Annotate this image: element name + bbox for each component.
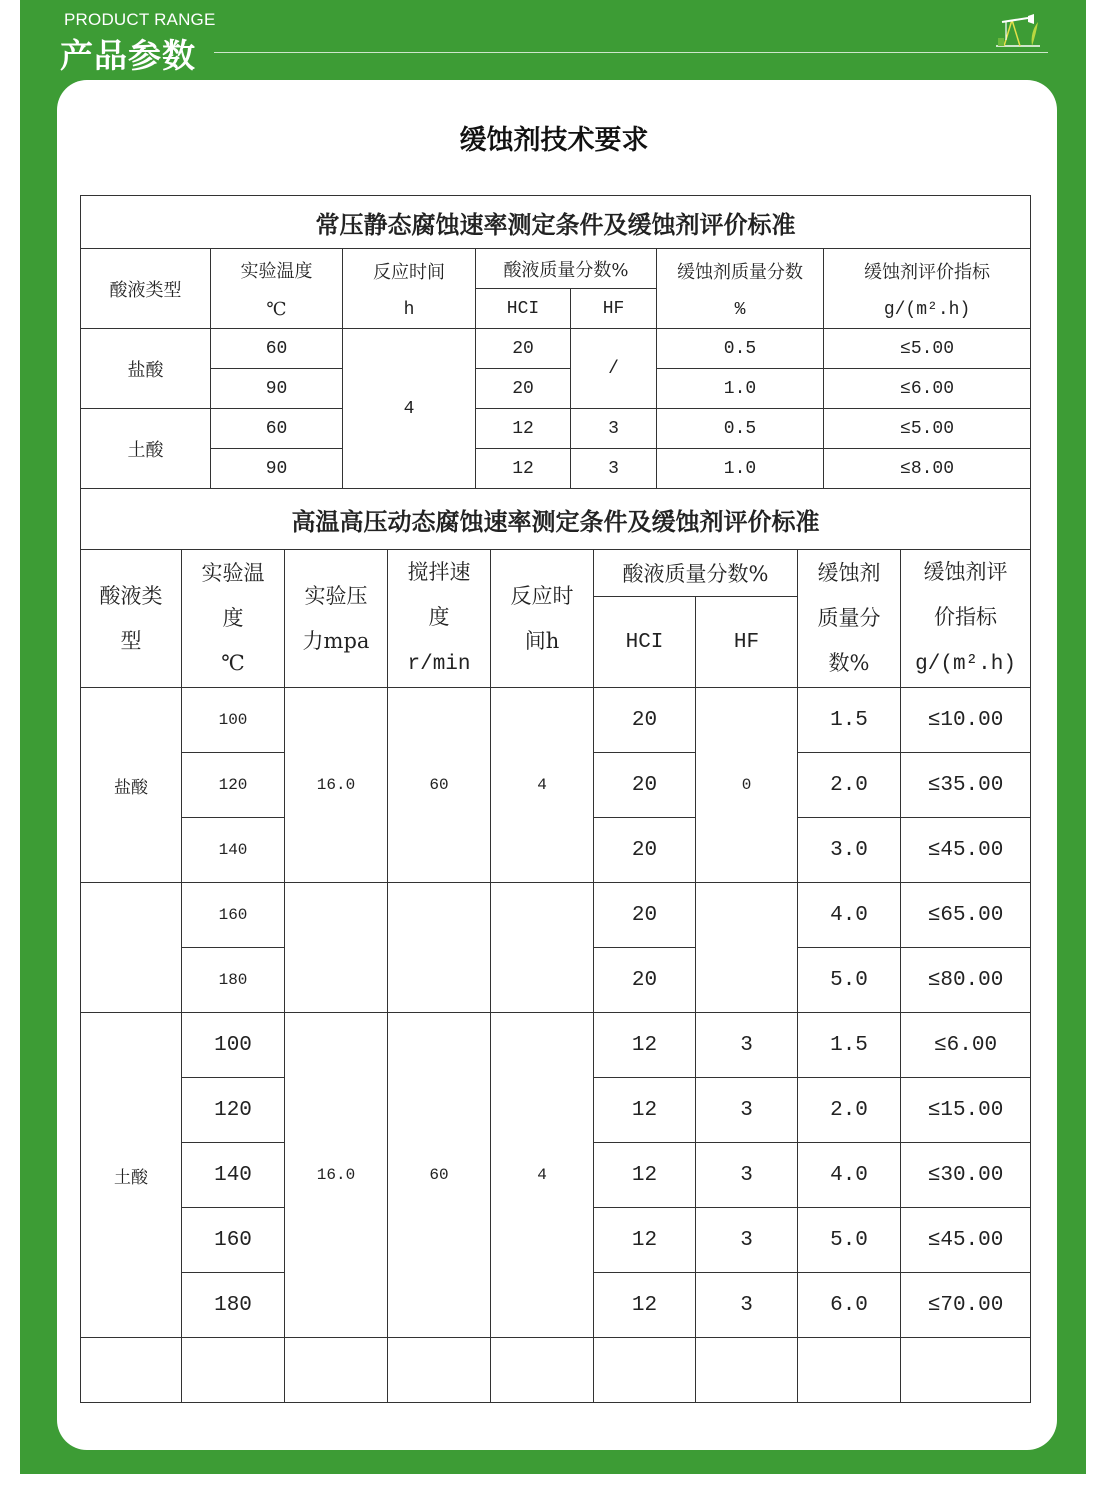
evaluation-cell: ≤5.00 [824,329,1031,369]
evaluation-cell: ≤6.00 [824,369,1031,409]
inhibitor-cell: 1.5 [798,1013,901,1078]
temp-cell: 180 [182,948,285,1013]
header-temperature-line1: 实验温 [201,561,265,585]
temp-cell: 180 [182,1273,285,1338]
inhibitor-cell: 0.5 [657,409,824,449]
temp-cell: 160 [182,883,285,948]
header-evaluation-unit: g/(m².h) [883,299,971,320]
time-cell: 4 [491,1013,594,1338]
stir-cell: 60 [388,688,491,883]
reaction-time-cell: 4 [343,329,476,489]
empty-cell [388,1338,491,1403]
inhibitor-cell: 2.0 [798,1078,901,1143]
acid-type-cell: 盐酸 [81,329,211,409]
header-acid-concentration: 酸液质量分数% [476,249,657,289]
stir-cell [388,883,491,1013]
inhibitor-cell: 4.0 [798,1143,901,1208]
empty-cell [798,1338,901,1403]
header-inhibitor-fraction [657,249,824,329]
header-acid-type-line2: 型 [120,628,142,653]
table-row [81,369,1031,409]
evaluation-cell: ≤10.00 [901,688,1031,753]
table-row [81,1013,1031,1078]
inhibitor-cell: 6.0 [798,1273,901,1338]
evaluation-cell: ≤65.00 [901,883,1031,948]
empty-cell [696,1338,798,1403]
header-stir-unit: r/min [407,653,471,676]
inhibitor-cell: 1.0 [657,449,824,489]
time-cell: 4 [491,688,594,883]
dynamic-corrosion-table [80,488,1031,1403]
inhibitor-cell: 3.0 [798,818,901,883]
evaluation-cell: ≤30.00 [901,1143,1031,1208]
header-evaluation-index [901,550,1031,688]
table-row [81,449,1031,489]
header-stir-line2: 度 [428,605,450,629]
pressure-cell: 16.0 [285,1013,388,1338]
temp-cell: 60 [211,409,343,449]
hci-cell: 12 [594,1208,696,1273]
hci-cell: 20 [476,329,571,369]
header-evaluation-label: 缓蚀剂评价指标 [864,261,991,283]
header-hci: HCI [594,597,696,688]
inhibitor-cell: 1.5 [798,688,901,753]
header-time-line2: 间h [524,628,560,653]
header-temperature-unit: ℃ [221,651,245,675]
temp-cell: 160 [182,1208,285,1273]
hf-cell: 3 [696,1013,798,1078]
inhibitor-cell: 4.0 [798,883,901,948]
evaluation-cell: ≤35.00 [901,753,1031,818]
hci-cell: 12 [476,449,571,489]
hci-cell: 20 [594,883,696,948]
hf-cell: / [571,329,657,409]
header-title-zh: 产品参数 [60,36,196,75]
header-evaluation-unit: g/(m².h) [915,653,1016,676]
evaluation-cell: ≤6.00 [901,1013,1031,1078]
hci-cell: 20 [594,948,696,1013]
hf-cell: 3 [696,1143,798,1208]
header-temperature-line2: 度 [222,606,244,630]
header-hci: HCI [476,289,571,329]
table-row [81,883,1031,948]
time-cell [491,883,594,1013]
header-divider [214,52,1048,53]
header-inhibitor-fraction [798,550,901,688]
pressure-cell [285,883,388,1013]
inhibitor-cell: 0.5 [657,329,824,369]
evaluation-cell: ≤70.00 [901,1273,1031,1338]
header-evaluation-line2: 价指标 [934,605,998,629]
evaluation-cell: ≤80.00 [901,948,1031,1013]
header-inhibitor-label: 缓蚀剂质量分数 [677,261,803,283]
header-time-line1: 反应时 [510,583,574,608]
header-acid-type: 酸液类型 [81,249,211,329]
hf-cell: 3 [696,1078,798,1143]
acid-type-cell: 土酸 [81,409,211,489]
header-hf: HF [696,597,798,688]
empty-cell [491,1338,594,1403]
header-stir-line1: 搅拌速 [407,560,471,584]
evaluation-cell: ≤15.00 [901,1078,1031,1143]
hf-cell: 3 [571,449,657,489]
temp-cell: 120 [182,1078,285,1143]
header-acid-concentration: 酸液质量分数% [594,550,798,597]
empty-cell [182,1338,285,1403]
stir-cell: 60 [388,1013,491,1338]
header-reaction-time-unit: h [403,299,415,320]
header-evaluation-index [824,249,1031,329]
header-temperature [182,550,285,688]
header-reaction-time [343,249,476,329]
acid-type-cell: 土酸 [81,1013,182,1338]
inhibitor-cell: 5.0 [798,1208,901,1273]
header-temperature-unit: ℃ [266,298,287,320]
empty-cell [594,1338,696,1403]
header-pressure [285,550,388,688]
table1-caption: 常压静态腐蚀速率测定条件及缓蚀剂评价标准 [81,196,1031,249]
hf-cell: 0 [696,688,798,883]
temp-cell: 60 [211,329,343,369]
temp-cell: 100 [182,1013,285,1078]
hf-cell: 3 [696,1273,798,1338]
evaluation-cell: ≤45.00 [901,818,1031,883]
header-inhibitor-line2: 质量分 [817,606,881,630]
header-inhibitor-unit: % [734,299,746,320]
hci-cell: 12 [476,409,571,449]
header-evaluation-line1: 缓蚀剂评 [923,560,1008,584]
hci-cell: 12 [594,1013,696,1078]
header-acid-type [81,550,182,688]
header-inhibitor-line3: 数% [828,651,870,675]
hci-cell: 12 [594,1143,696,1208]
header-pressure-line2: 力mpa [302,628,370,653]
header-reaction-time [491,550,594,688]
hf-cell [696,883,798,1013]
table-row [81,688,1031,753]
temp-cell: 90 [211,369,343,409]
acid-type-cell [81,883,182,1013]
header-pressure-line1: 实验压 [304,583,368,608]
header-reaction-time-label: 反应时间 [373,261,445,283]
empty-table-row [81,1338,1031,1403]
empty-cell [285,1338,388,1403]
empty-cell [901,1338,1031,1403]
document-title: 缓蚀剂技术要求 [459,125,649,156]
hci-cell: 20 [594,688,696,753]
hci-cell: 12 [594,1078,696,1143]
header-inhibitor-line1: 缓蚀剂 [817,561,881,585]
acid-type-cell: 盐酸 [81,688,182,883]
temp-cell: 90 [211,449,343,489]
empty-cell [81,1338,182,1403]
evaluation-cell: ≤45.00 [901,1208,1031,1273]
header-temperature-label: 实验温度 [240,261,313,283]
hci-cell: 12 [594,1273,696,1338]
pressure-cell: 16.0 [285,688,388,883]
inhibitor-cell: 2.0 [798,753,901,818]
temp-cell: 120 [182,753,285,818]
table-row [81,329,1031,369]
header-acid-type-line1: 酸液类 [99,583,163,608]
table2-caption: 高温高压动态腐蚀速率测定条件及缓蚀剂评价标准 [81,489,1031,550]
header-hf: HF [571,289,657,329]
static-corrosion-table [80,195,1031,489]
hci-cell: 20 [594,818,696,883]
hf-cell: 3 [696,1208,798,1273]
evaluation-cell: ≤8.00 [824,449,1031,489]
hci-cell: 20 [594,753,696,818]
header-stir-speed [388,550,491,688]
hf-cell: 3 [571,409,657,449]
inhibitor-cell: 1.0 [657,369,824,409]
temp-cell: 140 [182,1143,285,1208]
inhibitor-cell: 5.0 [798,948,901,1013]
table-row [81,409,1031,449]
header-subtitle-en: PRODUCT RANGE [64,10,216,29]
evaluation-cell: ≤5.00 [824,409,1031,449]
hci-cell: 20 [476,369,571,409]
temp-cell: 140 [182,818,285,883]
temp-cell: 100 [182,688,285,753]
header-temperature [211,249,343,329]
pumpjack-logo-icon [994,10,1042,50]
